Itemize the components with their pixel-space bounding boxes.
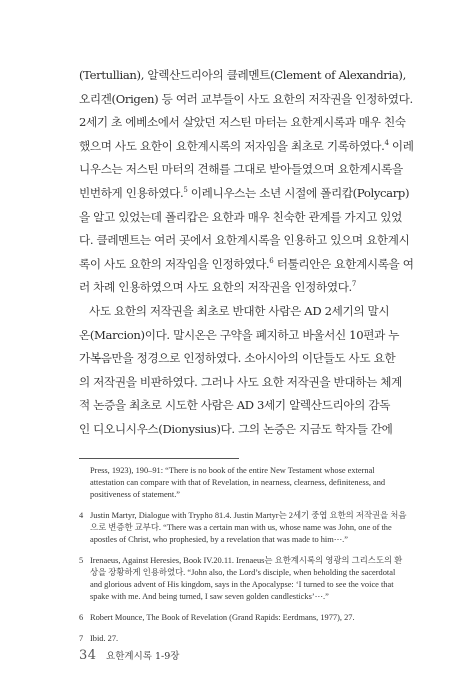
body-line <box>79 182 410 206</box>
body-line-text: 했으며 사도 요한이 요한계시록의 저자임을 최초로 기록하였다. <box>79 138 385 153</box>
body-line: 적 논증을 최초로 시도한 사람은 AD 3세기 알렉산드리아의 감독 <box>79 398 391 413</box>
footnotes <box>79 465 407 654</box>
body-line: 2세기 초 에베소에서 살았던 저스틴 마터는 요한계시록과 매우 친숙 <box>79 115 406 130</box>
footnote-number: 6 <box>79 613 84 622</box>
page-footer <box>79 648 179 663</box>
body-text <box>79 64 414 442</box>
footnote-line: spake with me. And being turned, I saw seven golden candlesticks’⋯.” <box>90 592 329 601</box>
footnote-ref-5: 5 <box>183 186 188 195</box>
footnote-line: Ibid. 27. <box>90 634 119 643</box>
footnote-line: attestation can compare with that of Revelation, in nearness, clearness, definiteness, and <box>90 478 386 487</box>
footnote-text <box>90 555 403 603</box>
footnote-line: Press, 1923), 190–91: “There is no book of the entire New Testament whose external <box>90 466 375 475</box>
footnote-4 <box>79 510 407 546</box>
footnote-divider <box>79 458 239 459</box>
body-line: 온(Marcion)이다. 말시온은 구약을 폐지하고 바울서신 10편과 누 <box>79 327 400 342</box>
body-line <box>79 276 394 300</box>
footnote-line: and glorious advent of His kingdom, says in the Apocalypse: ‘I turned to see the voice that <box>90 580 394 589</box>
body-line: 오리겐(Origen) 등 여러 교부들이 사도 요한의 저작권을 인정하였다. <box>79 91 413 106</box>
footnote-line: apostles of Christ, who prophesied, by a revelation that was made to him⋯.” <box>90 535 348 544</box>
footnote-number: 4 <box>79 511 84 520</box>
body-line: 인 디오니시우스(Dionysius)다. 그의 논증은 지금도 학자들 간에 <box>79 421 393 436</box>
footnote-number: 5 <box>79 556 84 565</box>
footnote-continuation <box>79 465 399 501</box>
running-title: 요한계시록 1-9장 <box>106 651 180 662</box>
body-line-text: 이레니우스는 소년 시절에 폴리캅(Polycarp) <box>187 185 410 200</box>
footnote-number: 7 <box>79 634 84 643</box>
body-line-text: 이레 <box>388 138 414 153</box>
footnote-text <box>90 612 399 624</box>
footnote-ref-6: 6 <box>269 256 274 265</box>
footnote-line: Justin Martyr, Dialogue with Trypho 81.4. Justin Martyr는 2세기 중엽 요한의 저작권을 처음 <box>90 511 407 520</box>
body-line <box>79 135 414 159</box>
body-line-text: 록이 사도 요한의 저작임을 인정하였다. <box>79 256 270 271</box>
body-line: 가복음만을 정경으로 인정하였다. 소아시아의 이단들도 사도 요한 <box>79 351 396 366</box>
body-line: 을 알고 있었는데 폴리캅은 요한과 매우 친숙한 관계를 가지고 있었 <box>79 209 402 224</box>
page-number: 34 <box>79 648 97 663</box>
body-line: 사도 요한의 저작권을 최초로 반대한 사람은 AD 2세기의 말시 <box>89 303 390 318</box>
body-line: (Tertullian), 알렉산드리아의 클레멘트(Clement of Alexandria), <box>79 68 406 82</box>
footnote-text <box>90 633 399 645</box>
footnote-line: 상을 장황하게 인용하였다. “John also, the Lord’s disciple, when beholding the sacerdotal <box>90 568 396 577</box>
footnote-7 <box>79 633 399 645</box>
footnote-line: Irenaeus, Against Heresies, Book IV.20.11. Irenaeus는 요한계시록의 영광의 그리스도의 환 <box>90 556 403 565</box>
body-line <box>79 253 414 277</box>
body-line-text: 러 차례 인용하였으며 사도 요한의 저작권을 인정하였다. <box>79 280 352 295</box>
body-line-text: 빈번하게 인용하였다. <box>79 185 184 200</box>
body-line: 의 저작권을 비판하였다. 그러나 사도 요한 저작권을 반대하는 체계 <box>79 374 402 389</box>
body-line-text: 터툴리안은 요한계시록을 여 <box>273 256 414 271</box>
footnote-ref-7: 7 <box>351 280 356 289</box>
footnote-ref-4: 4 <box>384 138 389 147</box>
footnote-text <box>90 465 399 501</box>
footnote-text <box>90 510 407 546</box>
body-line: 다. 클레멘트는 여러 곳에서 요한계시록을 인용하고 있으며 요한계시 <box>79 233 410 248</box>
body-line: 니우스는 저스틴 마터의 견해를 그대로 받아들였으며 요한계시록을 <box>79 162 403 177</box>
footnote-line: 으로 변증한 교부다. “There was a certain man with us, whose name was John, one of the <box>90 523 392 532</box>
footnote-line: Robert Mounce, The Book of Revelation (Grand Rapids: Eerdmans, 1977), 27. <box>90 613 355 622</box>
footnote-6 <box>79 612 399 624</box>
footnote-line: positiveness of statement.” <box>90 490 181 499</box>
footnote-5 <box>79 555 403 603</box>
